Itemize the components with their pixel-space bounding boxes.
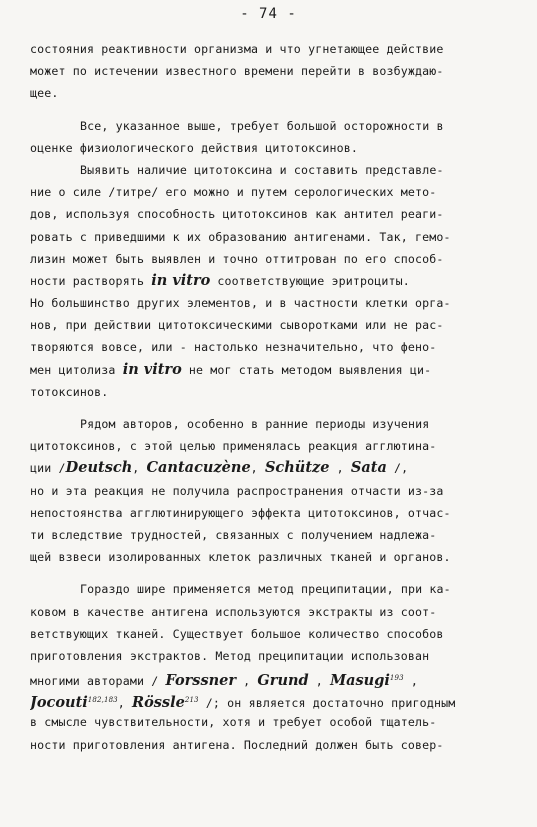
text-line bbox=[30, 667, 510, 689]
text-line bbox=[30, 314, 510, 336]
handwritten-insert: Deutsch bbox=[65, 459, 133, 477]
typed-text: , bbox=[250, 461, 265, 476]
text-line bbox=[30, 734, 510, 756]
text-line bbox=[30, 502, 510, 524]
text-line bbox=[30, 270, 510, 292]
typed-text: Гораздо шире применяется метод преципитации, при ка- bbox=[80, 582, 451, 597]
typed-text: ности приготовления антигена. Последний должен быть совер- bbox=[30, 737, 444, 752]
text-line bbox=[30, 480, 510, 502]
typed-text: в смысле чувствительности, хотя и требует особой тщатель- bbox=[30, 715, 437, 730]
text-line bbox=[30, 601, 510, 623]
handwritten-insert: Forssner bbox=[165, 671, 237, 689]
typed-text: , bbox=[117, 696, 133, 711]
text-line bbox=[30, 203, 510, 225]
citation-superscript: 182,183 bbox=[87, 696, 118, 705]
text-line bbox=[30, 38, 510, 60]
text-line bbox=[30, 524, 510, 546]
typed-text: многими авторами / bbox=[30, 673, 166, 688]
typed-text: щей взвеси изолированных клеток различных тканей и органов. bbox=[30, 550, 451, 565]
text-line bbox=[30, 435, 510, 457]
typed-text: но и эта реакция не получила распространения отчасти из-за bbox=[30, 483, 444, 498]
typed-text: может по истечении известного времени перейти в возбуждаю- bbox=[30, 64, 444, 79]
handwritten-insert: in vitro bbox=[151, 271, 211, 289]
typed-text: не мог стать методом выявления ци- bbox=[181, 362, 432, 377]
text-line bbox=[30, 137, 510, 159]
typed-text: состояния реактивности организма и что угнетающее действие bbox=[30, 42, 444, 56]
typed-text: ковом в качестве антигена используются экстракты из соот- bbox=[30, 604, 437, 619]
typed-text: , bbox=[329, 461, 351, 476]
typed-text: Все, указанное выше, требует большой осторожности в bbox=[80, 118, 444, 133]
handwritten-insert: Rössle bbox=[132, 694, 185, 712]
typed-text: Выявить наличие цитотоксина и составить представле- bbox=[80, 162, 444, 177]
text-line bbox=[30, 457, 510, 479]
typed-text: щее. bbox=[30, 86, 59, 101]
text-line bbox=[30, 60, 510, 82]
citation-superscript: 193 bbox=[389, 674, 404, 683]
text-line bbox=[30, 413, 510, 435]
text-line bbox=[30, 82, 510, 104]
text-line bbox=[30, 336, 510, 358]
typed-text: , bbox=[236, 673, 258, 688]
typed-text: , bbox=[308, 673, 331, 688]
paragraph-gap bbox=[30, 105, 510, 115]
typed-text: ровать с приведшими к их образованию антигенами. Так, гемо- bbox=[30, 229, 451, 244]
handwritten-insert: Grund bbox=[257, 671, 309, 689]
text-line bbox=[30, 623, 510, 645]
text-line bbox=[30, 645, 510, 667]
typed-text: ции / bbox=[30, 461, 66, 476]
text-line bbox=[30, 711, 510, 733]
typed-text: мен цитолиза bbox=[30, 362, 123, 377]
typed-text: Рядом авторов, особенно в ранние периоды изучения bbox=[80, 417, 430, 431]
typed-text: /, bbox=[386, 461, 409, 476]
typed-text: цитотоксинов, с этой целью применялась реакция агглютина- bbox=[30, 439, 437, 454]
page-number: - 74 - bbox=[240, 6, 297, 22]
typed-text: Но большинство других элементов, и в частности клетки орга- bbox=[30, 296, 451, 311]
paragraph-gap bbox=[30, 403, 510, 413]
text-line bbox=[30, 381, 510, 403]
typed-text: ности растворять bbox=[30, 273, 152, 288]
typed-text: дов, используя способность цитотоксинов как антител реаги- bbox=[30, 207, 444, 222]
typed-text: оценке физиологического действия цитотоксинов. bbox=[30, 140, 358, 155]
text-line bbox=[30, 689, 510, 711]
text-line bbox=[30, 359, 510, 381]
citation-superscript: 213 bbox=[184, 696, 199, 705]
handwritten-insert: Masugi bbox=[330, 671, 390, 689]
handwritten-insert: in vitro bbox=[122, 360, 182, 378]
typed-text: ветствующих тканей. Существует большое количество способов bbox=[30, 626, 444, 641]
typed-text: ние о силе /титре/ его можно и путем серологических мето- bbox=[30, 185, 437, 200]
typed-text: соответствующие эритроциты. bbox=[210, 273, 410, 288]
text-line bbox=[30, 546, 510, 568]
typed-text: , bbox=[403, 673, 418, 688]
typed-text: лизин может быть выявлен и точно оттитрован по его способ- bbox=[30, 251, 444, 266]
text-line bbox=[30, 578, 510, 600]
typed-text: нов, при действии цитотоксическими сыворотками или не рас- bbox=[30, 318, 444, 333]
typed-text: приготовления экстрактов. Метод преципитации использован bbox=[30, 648, 430, 663]
typed-text: непостоянства агглютинирующего эффекта цитотоксинов, отчас- bbox=[30, 505, 451, 520]
text-line bbox=[30, 115, 510, 137]
text-line bbox=[30, 292, 510, 314]
text-line bbox=[30, 159, 510, 181]
typed-text: /; он является достаточно пригодным bbox=[198, 696, 456, 711]
body-text bbox=[30, 38, 510, 756]
text-line bbox=[30, 248, 510, 270]
text-line bbox=[30, 181, 510, 203]
typed-text: тотоксинов. bbox=[30, 384, 109, 399]
handwritten-insert: Cantacuzène bbox=[146, 459, 251, 477]
handwritten-insert: Sata bbox=[350, 459, 387, 477]
text-line bbox=[30, 226, 510, 248]
handwritten-insert: Jocouti bbox=[30, 694, 88, 712]
paragraph-gap bbox=[30, 568, 510, 578]
typed-text: творяются вовсе, или - настолько незначительно, что фено- bbox=[30, 340, 437, 355]
handwritten-insert: Schütze bbox=[264, 459, 330, 477]
typed-text: ти вследствие трудностей, связанных с получением надлежа- bbox=[30, 527, 437, 542]
typed-text: , bbox=[132, 461, 147, 476]
